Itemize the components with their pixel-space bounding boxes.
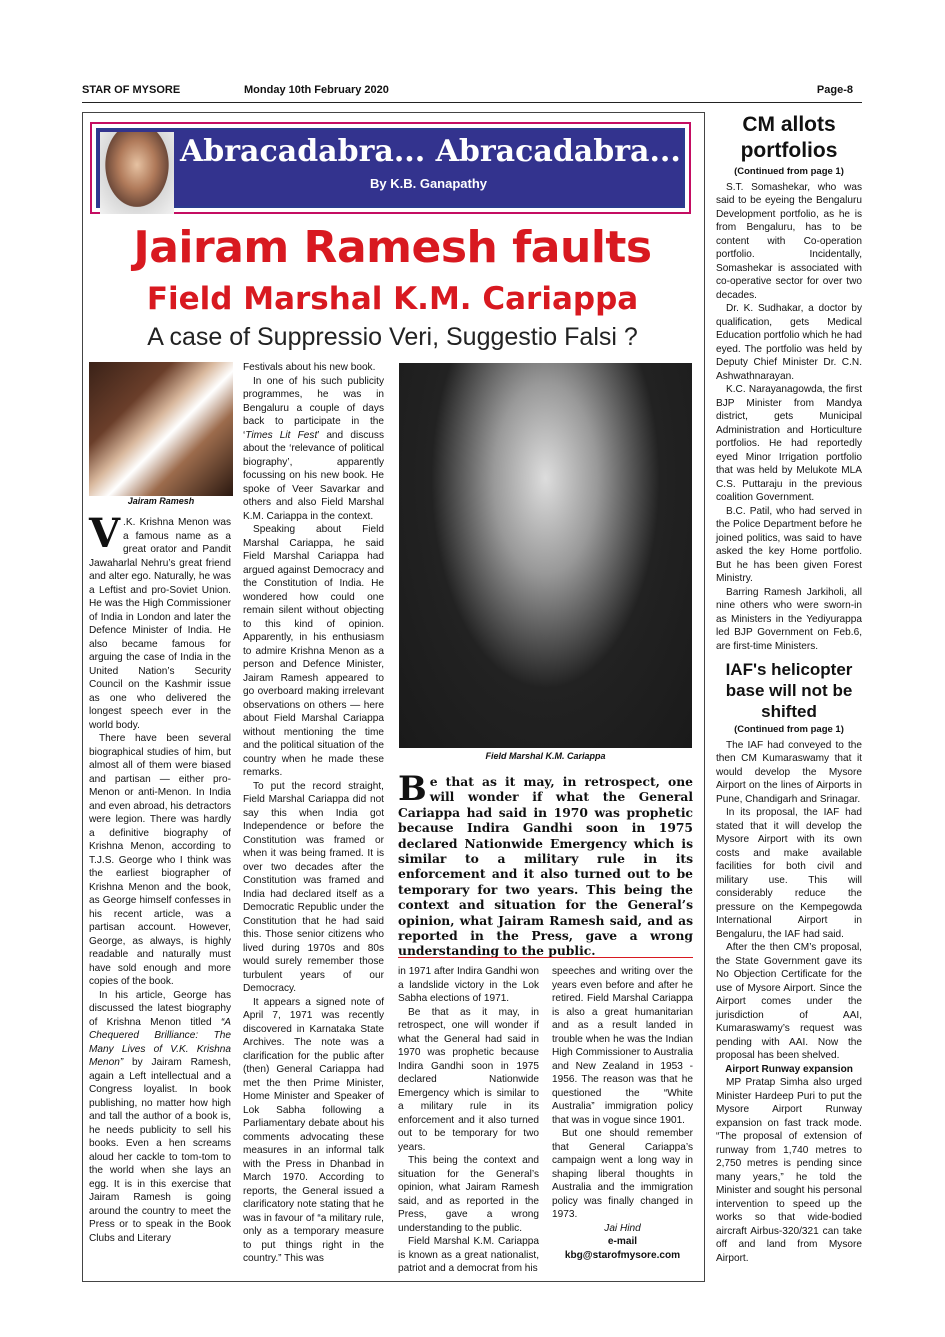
paragraph: in 1971 after Indira Gandhi won a landslide victory in the Lok Sabha elections of 1971. bbox=[398, 966, 539, 1004]
issue-date: Monday 10th February 2020 bbox=[244, 84, 389, 96]
story1-title: CM allots portfolios bbox=[740, 113, 838, 162]
jairam-ramesh-photo bbox=[89, 362, 233, 496]
paragraph: This being the context and situation for the General’s opinion, what Jairam Ramesh said, and as reported in the Press, gave a wrong understanding to the public. bbox=[398, 1155, 539, 1234]
header-rule bbox=[82, 102, 862, 103]
newspaper-name: STAR OF MYSORE bbox=[82, 84, 181, 96]
page-header bbox=[82, 84, 853, 102]
paragraph: S.T. Somashekar, who was said to be eyeing the Bengaluru Development portfolio, as he is from Bengaluru, has to be content with Co-operation portfolio. Incidentally, Somashekar is associated with co-operative sector for over two decades. bbox=[716, 181, 862, 301]
paragraph-text: .K. Krishna Menon was a famous name as a great orator and Pandit Jawaharlal Nehru’s great friend and alter ego. Naturally, he was a Leftist and pro-Soviet Union. He was the High Commissioner of India in London and later the Defence Minister of India. He also became famous for arguing the case of India in the United Nation’s Security Council on the Kashmir issue as one who delivered the longest speech ever in the world body. bbox=[89, 517, 231, 731]
pull-quote-text: e that as it may, in retrospect, one will wonder if what the General Cariappa had said in 1970 was prophetic because Indira Gandhi soon in 1975 declared Nationwide Emergency which is similar to a military rule in its enforcement and it also turned out to be temporary for two years. This being the context and situation for the General’s opinion, what Jairam Ramesh said, and as reported in the Press, gave a wrong understanding to the public. bbox=[398, 774, 693, 959]
pull-quote bbox=[398, 769, 693, 959]
cariappa-caption: Field Marshal K.M. Cariappa bbox=[485, 751, 606, 761]
paragraph: There have been several biographical studies of him, but almost all of them were biased and partisan — either pro-Menon or anti-Menon. In India and even abroad, his detractors were legion. There was hardly a definitive biography of Krishna Menon, according to T.J.S. George who I think was the earliest biographer of Krishna Menon and the book, as George himself confesses in his recent article, was a partisan account. However, George, as always, is highly readable and naturally must have sold enough and more copies of the book. bbox=[89, 733, 231, 987]
story2-continued: (Continued from page 1) bbox=[734, 724, 844, 735]
paragraph: The IAF had conveyed to the then CM Kumaraswamy that it would develop the Mysore Airport on the lines of Airports in Pune, Chandigarh and Srinagar. bbox=[716, 739, 862, 805]
column-banner bbox=[90, 122, 691, 214]
article-column-3 bbox=[398, 965, 539, 1276]
paragraph: It appears a signed note of April 7, 1971 was recently discovered in Karnataka State Archives. The note was a clarification for the public after (then) General Cariappa had met the then Prime Minister, Home Minister and Speaker of Lok Sabha following a Parliamentary debate about his comments advocating these measures in an informal talk with the Press in Dhanbad in March 1970. According to reports, the General issued a clarificatory note stating that he was in favour of “a military rule, only as a temporary measure to put things right in the country.” This was bbox=[243, 996, 384, 1264]
signoff: Jai Hind bbox=[604, 1222, 641, 1234]
article-headline: Jairam Ramesh faults bbox=[133, 222, 652, 273]
paragraph: K.C. Narayanagowda, the first BJP Minister from Mandya district, gets Municipal Administration and Horticulture portfolios. He had reportedly eyed Minor Irrigation portfolio that was held by Melukote MLA C.S. Puttaraju in the previous coalition Government. bbox=[716, 384, 862, 503]
paragraph: Dr. K. Sudhakar, a doctor by qualification, gets Medical Education portfolio which he had eyed. The portfolio was held by Deputy Chief Minister Dr. C.N. Ashwathnarayan. bbox=[716, 303, 862, 382]
book-title: “A Chequered Brilliance: The Many Lives of V.K. Krishna Menon” bbox=[89, 1016, 231, 1068]
paragraph: Field Marshal K.M. Cariappa is known as a great nationalist, patriot and a democrat from his bbox=[398, 1236, 539, 1274]
drop-cap: V bbox=[89, 510, 121, 557]
paragraph: After the then CM’s proposal, the State Government gave its No Objection Certificate for the use of Mysore Airport. Since the Airport comes under the jurisdiction of AAI, Kumaraswamy’s request was pending with AAI. Now the proposal has been shelved. bbox=[716, 942, 862, 1061]
story2-subhead: Airport Runway expansion bbox=[725, 1063, 853, 1075]
story1-continued: (Continued from page 1) bbox=[734, 166, 844, 177]
author-email[interactable]: kbg@starofmysore.com bbox=[564, 1249, 681, 1261]
paragraph-text: In one of his such publicity programmes, he was in Bengaluru a couple of days back to participate in the ‘ bbox=[243, 375, 384, 441]
paragraph bbox=[89, 989, 231, 1246]
paragraph-text: ’ and discuss about the ‘relevance of political biography’, apparently focussing on his new book. He spoke of Veer Savarkar and others and also Field Marshal K.M. Cariappa in the context. bbox=[243, 429, 384, 522]
paragraph bbox=[89, 510, 231, 732]
column-byline: By K.B. Ganapathy bbox=[369, 176, 488, 191]
story2-title: IAF's helicopter base will not be shifted bbox=[725, 660, 853, 721]
cariappa-photo bbox=[399, 363, 692, 748]
paragraph: Speaking about Field Marshal Cariappa, he said Field Marshal Cariappa had argued against Democracy and the Constitution of India. He wondered how could one remain silent without objecting to this kind of opinion. Apparently, in his enthusiasm to admire Krishna Menon as a person and Defence Minister, Jairam Ramesh appeared to go overboard making irrelevant observations on others — here about Field Marshal Cariappa without mentioning the time and the political situation of the country when he made these remarks. bbox=[243, 524, 384, 778]
paragraph: To put the record straight, Field Marshal Cariappa did not say this when India got Independence or before the Constitution was framed or when it was being framed. It is over two decades after the Constitution was framed and India had declared itself as a Democratic Republic under the Constitution that he had said this. Those senior citizens who lived during 1970s and 80s would surely remember those turbulent years of our Democracy. bbox=[243, 780, 384, 994]
paragraph bbox=[243, 375, 384, 524]
paragraph: Barring Ramesh Jarkiholi, all nine others who were sworn-in as Ministers in the Yediyurappa led BJP Government on Feb.6, are first-time Ministers. bbox=[716, 586, 862, 652]
article-column-1 bbox=[89, 510, 231, 1245]
paragraph: Festivals about his new book. bbox=[243, 362, 376, 373]
article-column-2 bbox=[243, 361, 384, 1266]
paragraph-text: In his article, George has discussed the latest biography of Krishna Menon titled bbox=[89, 989, 231, 1028]
paragraph: But one should remember that General Cariappa’s campaign went a long way in shaping liberal thoughts in Australia and the immigration policy was finally changed in 1973. bbox=[552, 1128, 693, 1220]
sidebar-column bbox=[716, 112, 862, 1265]
email-label: e-mail bbox=[607, 1236, 638, 1247]
article-tagline: A case of Suppressio Veri, Suggestio Falsi ? bbox=[147, 323, 638, 351]
pull-quote-rule bbox=[398, 957, 693, 958]
event-name: Times Lit Fest bbox=[245, 429, 318, 441]
paragraph: In its proposal, the IAF had stated that it will develop the Mysore Airport with its own costs and make available facilities for both civil and military use. This will considerably reduce the pressure on the Kempegowda International Airport in Bengaluru, the IAF had said. bbox=[716, 807, 862, 940]
article-column-4 bbox=[552, 965, 693, 1262]
paragraph: MP Pratap Simha also urged Minister Hardeep Puri to put the Mysore Airport Runway expansion on fast track mode. “The proposal of extension of runway from 1,740 metres to 2,750 metres is pending since many years,” he told the Minister and sought his personal intervention to speed up the works so that wide-bodied aircraft Airbus-320/321 can take off and land from Mysore Airport. bbox=[716, 1077, 862, 1264]
author-portrait bbox=[100, 132, 174, 214]
article-subheadline: Field Marshal K.M. Cariappa bbox=[146, 281, 639, 317]
column-title: Abracadabra... Abracadabra... bbox=[180, 134, 681, 169]
paragraph: B.C. Patil, who had served in the Police Department before he joined politics, was said to have asked the key Home portfolio. But he has been given Forest Ministry. bbox=[716, 505, 862, 584]
drop-cap: B bbox=[398, 769, 427, 809]
paragraph: Be that as it may, in retrospect, one will wonder if what the General had said in 1970 was prophetic because Indira Gandhi soon in 1975 declared Nationwide Emergency which is similar to a military rule in its enforcement and it also turned out to be temporary for two years. bbox=[398, 1006, 539, 1153]
page-number: Page-8 bbox=[816, 84, 853, 96]
banner-inner bbox=[96, 128, 685, 208]
paragraph: speeches and writing over the years even before and after he retired. Field Marshal Cariappa is also a great humanitarian and as a result landed in trouble when he was the Indian High Commissioner to Australia and New Zealand in 1953 - 1956. The reason was that he questioned the “White Australia” immigration policy that was in vogue since 1901. bbox=[552, 966, 693, 1126]
jairam-ramesh-caption: Jairam Ramesh bbox=[127, 496, 195, 506]
paragraph-text: by Jairam Ramesh, again a Left intellectual and a Congress loyalist. In book publishing, no matter how high and tall the author of a book is, he needs publicity to sell his books. Even a hen screams aloud her cackle to tom-tom to the world when she lays an egg. It is in this exercise that Jairam Ramesh is going around the country to meet the Press or to speak in the Book Clubs and Literary bbox=[89, 1057, 231, 1244]
